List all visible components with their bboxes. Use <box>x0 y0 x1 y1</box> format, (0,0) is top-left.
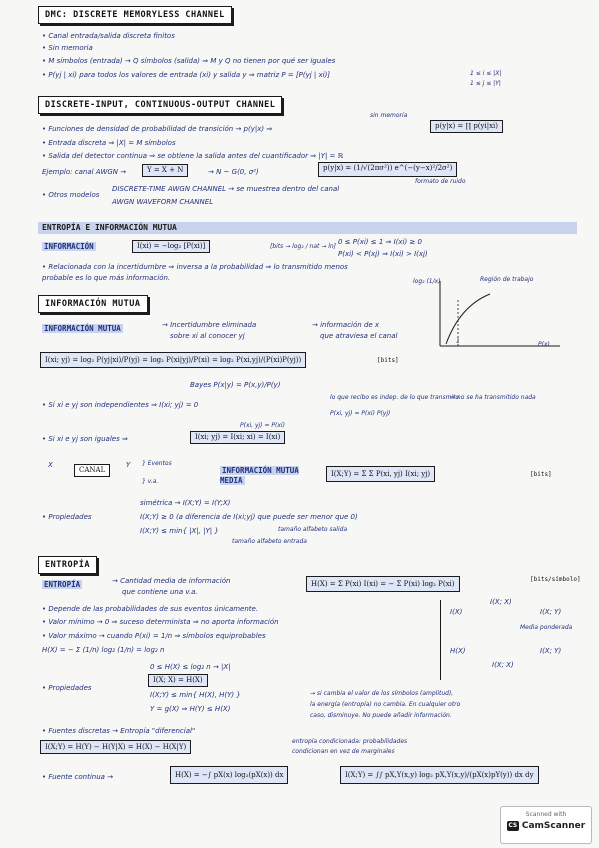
info-mutua-prop-3-note-1: tamaño alfabeto salida <box>278 526 348 533</box>
info-mutua-def-d: que atraviesa el canal <box>320 332 398 340</box>
diag-a: I(X) <box>450 608 463 616</box>
dico-pdf-box: p(y|x) = (1/√(2πσ²)) e^(−(y−x)²/2σ²) <box>318 162 457 177</box>
entropia-line-4: H(X) = − Σ (1/n) log₂ (1/n) = log₂ n <box>42 646 165 654</box>
info-mutua-label-line <box>42 324 123 334</box>
diag-c: I(X; Y) <box>540 608 562 616</box>
entropia-def-a: → Cantidad media de información <box>112 577 231 585</box>
entropia-line-3: • Valor máximo → cuando P(xi) = 1/n ⇒ símbolos equiprobables <box>42 632 266 640</box>
entropia-header: ENTROPÍA <box>38 556 97 574</box>
canal-note-2: } v.a. <box>142 478 159 485</box>
entropia-info-band: ENTROPÍA E INFORMACIÓN MUTUA <box>38 222 577 234</box>
diag-e: I(X; X) <box>492 661 514 669</box>
canal-ref: [bits] <box>530 471 552 478</box>
info-mutua-indep-note-1: lo que recibo es indep. de lo que transmito <box>330 394 460 401</box>
canal-mid <box>220 466 310 486</box>
scanner-brand: CamScanner <box>521 821 586 831</box>
canal-note-1: } Eventos <box>142 460 172 467</box>
info-mutua-props-label: • Propiedades <box>42 513 92 521</box>
entropia-diagram-divider <box>440 600 441 680</box>
info-mutua-prop-1: simétrica → I(X;Y) = I(Y;X) <box>140 499 231 507</box>
diag-f: I(X; Y) <box>540 647 562 655</box>
informacion-label: INFORMACIÓN <box>44 242 94 251</box>
informacion-rhs-2: P(xi) < P(xj) ⇒ I(xi) > I(xj) <box>338 250 428 258</box>
entropia-prop-3: I(X;Y) ≤ min{ H(X), H(Y) } <box>150 691 241 699</box>
entropia-line-1: • Depende de las probabilidades de sus eventos únicamente. <box>42 605 259 613</box>
dmc-line-4: • P(yj | xi) para todos los valores de entrada (xi) y salida y ⇒ matriz P = [P(yj | xi)] <box>42 71 331 79</box>
scanner-line-1: Scanned with <box>525 811 567 818</box>
plot-label-y: log₂ (1/x) <box>413 278 441 285</box>
entropia-prop-2: I(X; X) = H(X) <box>148 674 208 687</box>
info-mutua-label: INFORMACIÓN MUTUA <box>44 324 121 333</box>
plot-tick: 1 <box>456 338 460 345</box>
plot-note: Región de trabajo <box>480 276 534 283</box>
entropia-box-3: H(X) = −∫ pX(x) log₂(pX(x)) dx <box>170 766 288 784</box>
info-mutua-equal-note: P(xi, yj) = P(xi) <box>240 422 285 429</box>
dico-line-2: • Entrada discreta ⇒ |X| = M símbolos <box>42 139 176 147</box>
dico-line-5b: DISCRETE-TIME AWGN CHANNEL → se muestrea dentro del canal <box>112 185 340 193</box>
plot-label-x: P(x) <box>538 341 550 348</box>
informacion-rhs-1: 0 ≤ P(xi) ≤ 1 ⇒ I(xi) ≥ 0 <box>338 238 423 246</box>
dmc-line-1: • Canal entrada/salida discreta finitos <box>42 32 175 40</box>
info-mutua-prop-3: I(X;Y) ≤ min{ |X|, |Y| } <box>140 527 219 535</box>
canal-mid-label: INFORMACIÓN MUTUA MEDIA <box>220 466 299 485</box>
info-mutua-equal-box: I(xi; yj) = I(xi; xi) = I(xi) <box>190 431 285 444</box>
canal-y: Y <box>126 461 131 469</box>
entropia-label: ENTROPÍA <box>44 580 81 589</box>
dico-line-4b: → N ~ G(0, σ²) <box>208 168 259 176</box>
info-mutua-indep-note-2: ⇒ no se ha transmitido nada <box>450 394 536 401</box>
dico-line-4a: Ejemplo: canal AWGN → <box>42 168 127 176</box>
info-mutua-formula-ref: [bits] <box>377 357 399 364</box>
entropia-line-5: • Fuentes discretas → Entropía "diferencial" <box>42 727 196 735</box>
entropia-info-line-2: • Relacionada con la incertidumbre ⇒ inversa a la probabilidad ⇒ lo transmitido menos <box>42 263 348 271</box>
entropia-def-b: que contiene una v.a. <box>122 588 198 596</box>
info-mutua-def-a: → Incertidumbre eliminada <box>162 321 257 329</box>
canal-box: CANAL <box>74 464 110 477</box>
dico-sin-memoria-box: p(y|x) = ∏ p(yi|xi) <box>430 120 503 133</box>
entropia-line-2: • Valor mínimo → 0 ⇒ suceso determinista ⇒ no aporta información <box>42 618 279 626</box>
info-mutua-def-c: → información de x <box>312 321 380 329</box>
entropia-def-box: H(X) = Σ P(xi) I(xi) = − Σ P(xi) log₂ P(xi) <box>306 576 460 592</box>
entropia-prop-4-note-3: caso, disminuye. No puede añadir información. <box>310 712 452 719</box>
dico-awgn-box: Y = X + N <box>142 164 188 177</box>
info-mutua-bayes: Bayes P(x|y) = P(x,y)/P(y) <box>190 381 281 389</box>
entropia-prop-4-note-1: → si cambia el valor de los símbolos (amplitud), <box>310 690 454 697</box>
scanner-brand-row <box>501 821 591 831</box>
dico-line-1-note: sin memoria <box>370 112 408 119</box>
diag-b: I(X; X) <box>490 598 512 606</box>
entropia-box-4: I(X;Y) = ∫∫ pX,Y(x,y) log₂ pX,Y(x,y)/(pX(x)pY(y)) dx dy <box>340 766 539 784</box>
info-mutua-prop-3-note-2: tamaño alfabeto entrada <box>232 538 307 545</box>
informacion-box: I(xi) = −log₂ [P(xi)] <box>132 240 210 253</box>
entropia-prop-4: Y = g(X) ⇒ H(Y) ≤ H(X) <box>150 705 231 713</box>
entropia-box-2-note-2: condicionan en vez de marginales <box>292 748 395 755</box>
dmc-header: DMC: DISCRETE MEMORYLESS CHANNEL <box>38 6 232 24</box>
entropia-prop-1: 0 ≤ H(X) ≤ log₂ n → |X| <box>150 663 231 671</box>
entropia-props-label: • Propiedades <box>42 684 92 692</box>
info-mutua-indep: • Si xi e yj son independientes ⇒ I(xi; yj) = 0 <box>42 401 199 409</box>
canal-x: X <box>48 461 53 469</box>
dico-line-5a: • Otros modelos <box>42 191 100 199</box>
dmc-range-note-2: 1 ≤ j ≤ |Y| <box>470 80 501 87</box>
entropia-box-2: I(X;Y) = H(Y) − H(Y|X) = H(X) − H(X|Y) <box>40 740 191 754</box>
dmc-line-2: • Sin memoria <box>42 44 93 52</box>
camscanner-stamp <box>500 806 592 844</box>
informacion-units: [bits → log₂ / nat → ln] <box>270 243 337 250</box>
dmc-range-note-1: 1 ≤ i ≤ |X| <box>470 70 502 77</box>
camscanner-logo-icon: CS <box>508 822 518 829</box>
plot-curve <box>446 294 490 344</box>
dico-pdf-note: formato de ruido <box>415 178 466 185</box>
dico-line-1: • Funciones de densidad de probabilidad de transición → p(y|x) ⇒ <box>42 125 273 133</box>
info-mutua-def-b: sobre xi al conocer yj <box>170 332 245 340</box>
dico-line-3: • Salida del detector continua ⇒ se obtiene la salida antes del cuantificador ⇒ |Y| = ℝ <box>42 152 344 160</box>
entropia-info-line-3: probable es lo que más información. <box>42 274 171 282</box>
dico-line-5c: AWGN WAVEFORM CHANNEL <box>112 198 214 206</box>
entropia-def-ref: [bits/símbolo] <box>530 576 581 583</box>
canal-box-formula: I(X;Y) = Σ Σ P(xi, yj) I(xi; yj) <box>326 466 435 482</box>
dmc-line-3: • M símbolos (entrada) → Q símbolos (salida) ⇒ M y Q no tienen por qué ser iguales <box>42 57 336 65</box>
info-mutua-prop-2: I(X;Y) ≥ 0 (a diferencia de I(xi;yj) que puede ser menor que 0) <box>140 513 358 521</box>
entropia-line-6: • Fuente continua → <box>42 773 114 781</box>
entropia-label-line <box>42 580 82 590</box>
entropia-prop-4-note-2: la energía (entropía) no cambia. En cualquier otro <box>310 701 461 708</box>
diag-d: H(X) <box>450 647 466 655</box>
info-mutua-indep-note-3: P(xi, yj) = P(xi) P(yj) <box>330 410 391 417</box>
dico-header: DISCRETE-INPUT, CONTINUOUS-OUTPUT CHANNEL <box>38 96 282 114</box>
info-mutua-formula-box: I(xi; yj) = log₂ P(yj|xi)/P(yj) = log₂ P(xi|yj)/P(xi) = log₂ P(xi,yj)/(P(xi)P(yj)) <box>40 352 306 368</box>
entropia-box-2-note-1: entropía condicionada: probabilidades <box>292 738 408 745</box>
info-mutua-header: INFORMACIÓN MUTUA <box>38 295 148 313</box>
informacion-label-line <box>42 242 96 252</box>
info-mutua-equal: • Si xi e yj son iguales ⇒ <box>42 435 128 443</box>
diag-note: Media ponderada <box>520 624 573 631</box>
